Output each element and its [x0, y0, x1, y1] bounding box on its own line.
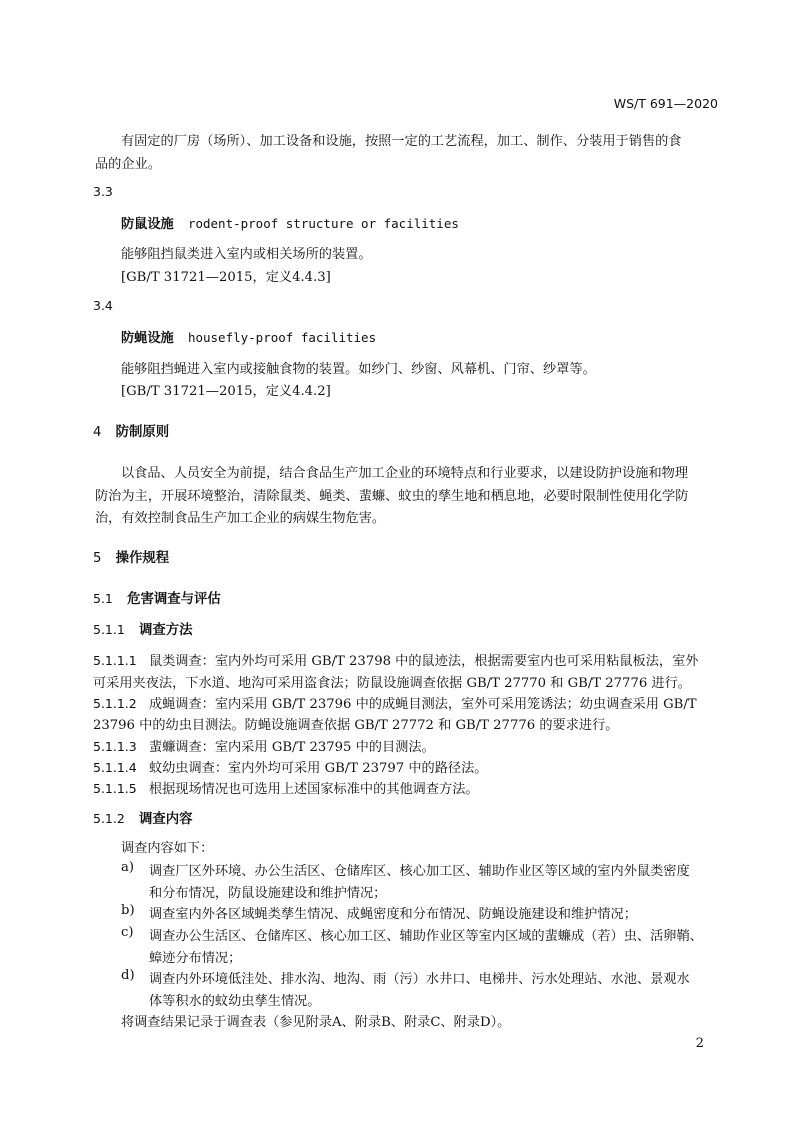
- source-3-3: [GB/T 31721—2015，定义4.4.3]: [121, 270, 331, 285]
- section-title: 调查方法: [139, 623, 193, 638]
- list-item-d-line-1: 调查内外环境低洼处、排水沟、地沟、雨（污）水井口、电梯井、污水处理站、水池、景观水: [149, 972, 690, 987]
- closing-sentence: 将调查结果记录于调查表（参见附录A、附录B、附录C、附录D）。: [121, 1015, 511, 1030]
- clause-number: 5.1.1.3: [93, 739, 137, 754]
- term-heading-3-3: [121, 213, 459, 232]
- term-en: rodent-proof structure or facilities: [187, 216, 459, 231]
- section-title: 危害调查与评估: [127, 592, 221, 607]
- intro-line-2: 品的企业。: [95, 157, 161, 172]
- list-item-b-line-1: 调查室内外各区域蝇类孳生情况、成蝇密度和分布情况、防蝇设施建设和维护情况；: [149, 907, 637, 922]
- clause-5-1-1-1-line-2: 可采用夹夜法，下水道、地沟可采用盗食法；防鼠设施调查依据 GB/T 27770 和 GB/T 27776 进行。: [93, 676, 691, 691]
- term-cn: 防鼠设施: [121, 217, 174, 232]
- clause-5-1-1-3: [93, 736, 435, 755]
- page-number: 2: [695, 1036, 704, 1051]
- clause-5-1-1-5: [93, 778, 479, 797]
- clause-text: 蜚蠊调查：室内采用 GB/T 23795 中的目测法。: [148, 740, 435, 755]
- list-item-a-line-2: 和分布情况，防鼠设施建设和维护情况；: [149, 886, 387, 901]
- section-5-1-1-heading: [93, 619, 193, 638]
- list-label-b: b): [121, 903, 135, 918]
- clause-5-1-1-4: [93, 757, 488, 776]
- list-item-d-line-2: 体等积水的蚊幼虫孳生情况。: [149, 994, 321, 1009]
- section-4-line-2: 防治为主，开展环境整治，清除鼠类、蝇类、蜚蠊、蚊虫的孳生地和栖息地，必要时限制性使用化学防: [95, 489, 689, 504]
- clause-number: 5.1.1.1: [93, 653, 137, 668]
- section-5-1-heading: [93, 588, 221, 607]
- clause-5-1-1-2-line-2: 23796 中的幼虫目测法。防蝇设施调查依据 GB/T 27772 和 GB/T 27776 的要求进行。: [93, 718, 619, 733]
- section-4-heading: [93, 421, 169, 440]
- section-title: 防制原则: [115, 425, 170, 440]
- section-number: 5: [93, 551, 102, 566]
- section-5-1-2-heading: [93, 808, 193, 827]
- clause-number: 5.1.1.4: [93, 760, 137, 775]
- clause-5-1-1-2-line-1: [93, 693, 697, 712]
- term-en: housefly-proof facilities: [187, 330, 377, 345]
- section-4-line-3: 治，有效控制食品生产加工企业的病媒生物危害。: [95, 511, 386, 526]
- list-label-c: c): [121, 925, 134, 940]
- clause-text: 蚊幼虫调查：室内外均可采用 GB/T 23797 中的路径法。: [148, 761, 488, 776]
- clause-number-3-4: 3.4: [93, 298, 113, 313]
- list-lead: 调查内容如下：: [121, 841, 214, 856]
- section-number: 5.1.1: [93, 622, 125, 637]
- list-label-d: d): [121, 968, 135, 983]
- section-number: 5.1.2: [93, 811, 125, 826]
- clause-text: 鼠类调查：室内外均可采用 GB/T 23798 中的鼠迹法，根据需要室内也可采用粘鼠板法，室外: [148, 654, 699, 669]
- document-code: WS/T 691—2020: [613, 96, 718, 111]
- source-3-4: [GB/T 31721—2015，定义4.4.2]: [121, 384, 331, 399]
- section-4-line-1: 以食品、人员安全为前提，结合食品生产加工企业的环境特点和行业要求，以建设防护设施和物理: [121, 466, 689, 481]
- term-cn: 防蝇设施: [121, 331, 174, 346]
- clause-5-1-1-1-line-1: [93, 650, 699, 669]
- list-item-c-line-2: 蟑迹分布情况；: [149, 951, 242, 966]
- clause-number: 5.1.1.2: [93, 696, 137, 711]
- definition-3-3: 能够阻挡鼠类进入室内或相关场所的装置。: [121, 247, 372, 262]
- section-number: 5.1: [93, 591, 113, 606]
- clause-text: 成蝇调查：室内采用 GB/T 23796 中的成蝇目测法，室外可采用笼诱法；幼虫调查采用 GB/T: [148, 697, 697, 712]
- section-title: 操作规程: [115, 551, 170, 566]
- term-heading-3-4: [121, 327, 376, 346]
- list-item-a-line-1: 调查厂区外环境、办公生活区、仓储库区、核心加工区、辅助作业区等区域的室内外鼠类密度: [149, 864, 690, 879]
- list-item-c-line-1: 调查办公生活区、仓储库区、核心加工区、辅助作业区等室内区域的蜚蠊成（若）虫、活卵鞘、: [149, 929, 703, 944]
- clause-number: 5.1.1.5: [93, 781, 137, 796]
- clause-text: 根据现场情况也可选用上述国家标准中的其他调查方法。: [148, 782, 479, 797]
- clause-number-3-3: 3.3: [93, 184, 113, 199]
- definition-3-4: 能够阻挡蝇进入室内或接触食物的装置。如纱门、纱窗、风幕机、门帘、纱罩等。: [121, 362, 596, 377]
- list-label-a: a): [121, 860, 135, 875]
- intro-line-1: 有固定的厂房（场所）、加工设备和设施，按照一定的工艺流程，加工、制作、分装用于销售的食: [121, 134, 682, 149]
- section-number: 4: [93, 425, 102, 440]
- section-title: 调查内容: [139, 812, 193, 827]
- section-5-heading: [93, 547, 169, 566]
